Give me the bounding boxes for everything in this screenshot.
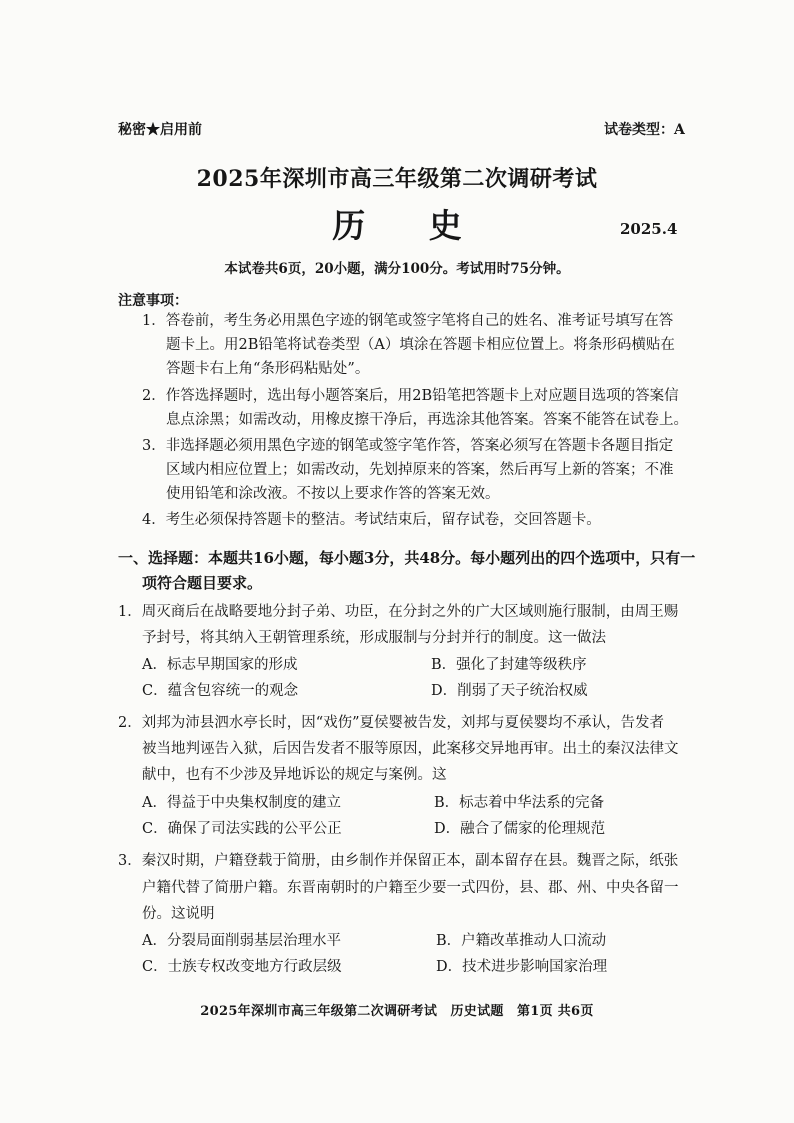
- section-heading: 一、选择题：本题共16小题，每小题3分，共48分。每小题列出的四个选项中，只有一: [118, 549, 696, 567]
- note-line: 3．非选择题必须用黑色字迹的钢笔或签字笔作答，答案必须写在答题卡各题目指定: [142, 438, 674, 454]
- note-line: 息点涂黑；如需改动，用橡皮擦干净后，再选涂其他答案。答案不能答在试卷上。: [166, 412, 688, 428]
- q1-option-d: D．削弱了天子统治权威: [431, 683, 588, 699]
- q2-option-a: A．得益于中央集权制度的建立: [142, 795, 341, 811]
- note-line: 题卡上。用2B铅笔将试卷类型（A）填涂在答题卡相应位置上。将条形码横贴在: [166, 337, 675, 353]
- paper-type-label: 试卷类型：A: [604, 122, 685, 138]
- q2-option-c: C．确保了司法实践的公平公正: [142, 821, 342, 837]
- section-heading-cont: 项符合题目要求。: [142, 574, 263, 592]
- exam-title: 2025年深圳市高三年级第二次调研考试: [196, 166, 598, 192]
- question-3-stem: 户籍代替了简册户籍。东晋南朝时的户籍至少要一式四份，县、郡、州、中央各留一: [142, 880, 679, 896]
- note-line: 区域内相应位置上；如需改动，先划掉原来的答案，然后再写上新的答案；不准: [166, 462, 674, 478]
- q1-option-a: A．标志早期国家的形成: [142, 657, 298, 673]
- exam-date: 2025.4: [620, 220, 678, 238]
- question-3-stem: 份。这说明: [142, 906, 215, 922]
- note-line: 1．答卷前，考生务必用黑色字迹的钢笔或签字笔将自己的姓名、准考证号填写在答: [142, 313, 674, 329]
- question-3-stem: 3．秦汉时期，户籍登载于简册，由乡制作并保留正本，副本留存在县。魏晋之际，纸张: [118, 853, 679, 869]
- note-line: 答题卡右上角“条形码粘贴处”。: [166, 361, 370, 377]
- q2-option-d: D．融合了儒家的伦理规范: [434, 821, 606, 837]
- note-line: 使用铅笔和涂改液。不按以上要求作答的答案无效。: [166, 486, 500, 502]
- exam-info: 本试卷共6页，20小题，满分100分。考试用时75分钟。: [224, 261, 570, 277]
- q3-option-b: B．户籍改革推动人口流动: [436, 933, 607, 949]
- note-line: 2．作答选择题时，选出每小题答案后，用2B铅笔把答题卡上对应题目选项的答案信: [142, 388, 679, 404]
- question-2-stem: 献中，也有不少涉及异地诉讼的规定与案例。这: [142, 767, 447, 783]
- notes-heading: 注意事项：: [118, 293, 188, 309]
- q3-option-d: D．技术进步影响国家治理: [436, 959, 608, 975]
- page-footer: 2025年深圳市高三年级第二次调研考试 历史试题 第1页 共6页: [200, 1004, 594, 1019]
- q3-option-c: C．士族专权改变地方行政层级: [142, 959, 342, 975]
- subject-title: 历 史: [332, 206, 488, 245]
- q1-option-c: C．蕴含包容统一的观念: [142, 683, 299, 699]
- q2-option-b: B．标志着中华法系的完备: [434, 795, 605, 811]
- question-1-stem: 予封号，将其纳入王朝管理系统，形成服制与分封并行的制度。这一做法: [142, 630, 606, 646]
- question-2-stem: 2．刘邦为沛县泗水亭长时，因“戏伤”夏侯婴被告发，刘邦与夏侯婴均不承认，告发者: [118, 715, 665, 731]
- q3-option-a: A．分裂局面削弱基层治理水平: [142, 933, 341, 949]
- question-1-stem: 1．周灭商后在战略要地分封子弟、功臣，在分封之外的广大区域则施行服制，由周王赐: [118, 604, 679, 620]
- confidential-label: 秘密★启用前: [118, 122, 202, 138]
- question-2-stem: 被当地判诬告入狱，后因告发者不服等原因，此案移交异地再审。出土的秦汉法律文: [142, 741, 679, 757]
- q1-option-b: B．强化了封建等级秩序: [431, 657, 587, 673]
- note-line: 4．考生必须保持答题卡的整洁。考试结束后，留存试卷，交回答题卡。: [142, 512, 601, 528]
